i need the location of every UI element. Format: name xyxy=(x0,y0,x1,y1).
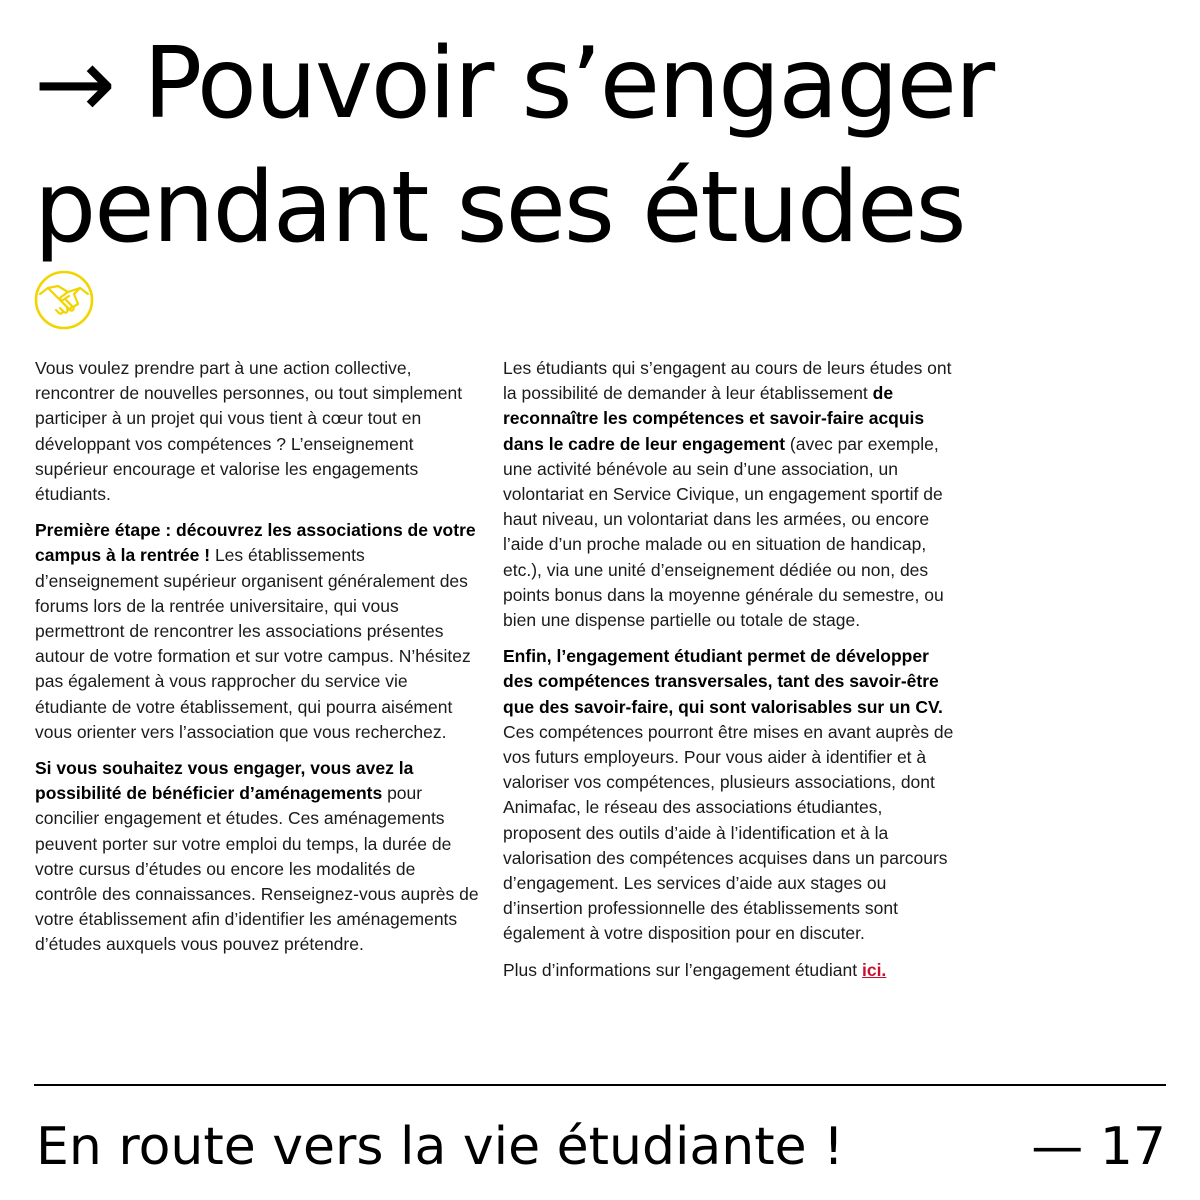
left-paragraph-2 xyxy=(35,518,480,745)
left-paragraph-3-text: pour concilier engagement et études. Ces aménagements peuvent porter sur votre emploi du temps, la durée de votre cursus d’études ou encore les modalités de contrôle des connaissances. Renseignez-vous auprès de votre établissement afin d’identifier les aménagements d’études auxquels vous pouvez prétendre. xyxy=(35,783,479,955)
left-paragraph-1 xyxy=(35,356,480,507)
page-title-line-1: → Pouvoir s’engager xyxy=(34,27,994,141)
right-paragraph-2-text: Ces compétences pourront être mises en avant auprès de vos futurs employeurs. Pour vous aider à identifier et à valoriser vos compétences, plusieurs associations, dont Animafac, le réseau des associations étudiantes, proposent des outils d’aide à l’identification et à la valorisation des compétences acquises dans un parcours d’engagement. Les services d’aide aux stages ou d’insertion professionnelle des établissements sont également à votre disposition pour en discuter. xyxy=(503,721,954,944)
footer-title: En route vers la vie étudiante ! xyxy=(36,1117,844,1177)
handshake-icon xyxy=(34,270,94,330)
left-paragraph-2-bold: Première étape : découvrez les associations de votre campus à la rentrée ! xyxy=(35,520,476,566)
right-paragraph-3 xyxy=(503,958,958,983)
left-paragraph-3-bold: Si vous souhaitez vous engager, vous avez la possibilité de bénéficier d’aménagements xyxy=(35,758,414,804)
right-column xyxy=(503,356,958,994)
left-paragraph-1-text: Vous voulez prendre part à une action collective, rencontrer de nouvelles personnes, ou tout simplement participer à un projet qui vous tient à cœur tout en développant vos compétences ? L’enseignement supérieur encourage et valorise les engagements étudiants. xyxy=(35,358,463,505)
more-info-link[interactable]: ici. xyxy=(861,959,887,980)
page-title-line-2: pendant ses études xyxy=(34,151,965,265)
left-column xyxy=(35,356,480,969)
page-title xyxy=(34,22,1174,270)
left-paragraph-3 xyxy=(35,756,480,958)
right-paragraph-1 xyxy=(503,356,958,633)
right-paragraph-1-text-a: Les étudiants qui s’engagent au cours de leurs études ont la possibilité de demander à leur établissement xyxy=(503,358,952,404)
right-paragraph-1-bold: de reconnaître les compétences et savoir-faire acquis dans le cadre de leur engagement xyxy=(503,383,925,454)
left-paragraph-2-text: Les établissements d’enseignement supérieur organisent généralement des forums lors de la rentrée universitaire, qui vous permettront de rencontrer les associations présentes autour de votre formation et sur votre campus. N’hésitez pas également à vous rapprocher du service vie étudiante de votre établissement, qui pourra aisément vous orienter vers l’association que vous recherchez. xyxy=(35,545,471,742)
right-paragraph-2 xyxy=(503,644,958,946)
page-number: — 17 xyxy=(1031,1117,1166,1177)
right-paragraph-2-bold: Enfin, l’engagement étudiant permet de développer des compétences transversales, tant des savoir-être que des savoir-faire, qui sont valorisables sur un CV. xyxy=(503,646,943,717)
right-paragraph-1-text-b: (avec par exemple, une activité bénévole au sein d’une association, un volontariat en Service Civique, un engagement sportif de haut niveau, un volontariat dans les armées, ou encore l’aide d’un proche malade ou en situation de handicap, etc.), via une unité d’enseignement dédiée ou non, des points bonus dans la moyenne générale du semestre, ou bien une dispense partielle ou totale de stage. xyxy=(503,433,944,631)
right-paragraph-3-text: Plus d’informations sur l’engagement étudiant xyxy=(503,959,862,980)
footer-divider xyxy=(34,1084,1166,1086)
